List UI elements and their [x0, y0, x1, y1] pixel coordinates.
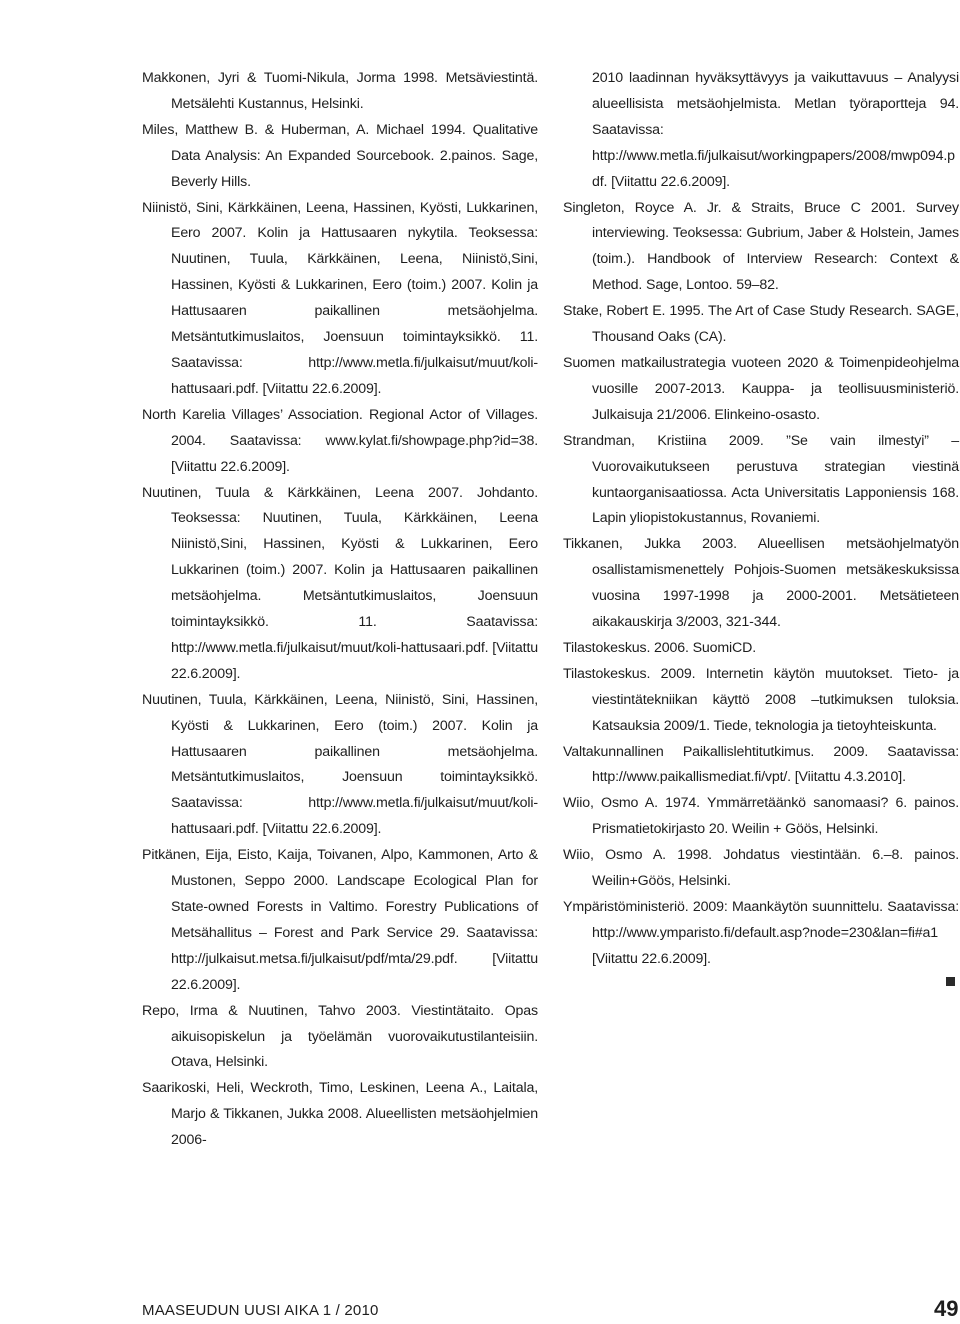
reference-entry: Nuutinen, Tuula, Kärkkäinen, Leena, Niinistö, Sini, Hassinen, Kyösti & Lukkarinen, Eero (toim.) 2007. Kolin ja Hattusaaren paikallinen metsäohjelma. Metsäntutkimuslaitos, Joensuun toimintayksikkö. Saatavissa: http://www.metla.fi/julkaisut/muut/koli-hattusaari.pdf. [Viitattu 22.6.2009]. [142, 691, 538, 838]
reference-entry: Valtakunnallinen Paikallislehtitutkimus. 2009. Saatavissa: http://www.paikallismediat.fi/vpt/. [Viitattu 4.3.2010]. [563, 743, 959, 786]
reference-column-right [563, 66, 959, 973]
reference-entry: Niinistö, Sini, Kärkkäinen, Leena, Hassinen, Kyösti, Lukkarinen, Eero 2007. Kolin ja Hattusaaren nykytila. Teoksessa: Nuutinen, Tuula, Kärkkäinen, Leena, Niinistö,Sini, Hassinen, Kyösti & Lukkarinen, Eero (toim.) 2007. Kolin ja Hattusaaren paikallinen metsäohjelma. Metsäntutkimuslaitos, Joensuun toimintayksikkö. 11. Saatavissa: http://www.metla.fi/julkaisut/muut/koli-hattusaari.pdf. [Viitattu 22.6.2009]. [142, 199, 538, 397]
reference-entry: Pitkänen, Eija, Eisto, Kaija, Toivanen, Alpo, Kammonen, Arto & Mustonen, Seppo 2000. Landscape Ecological Plan for State-owned Forests in Valtimo. Forestry Publications of Metsähallitus – Forest and Park Service 29. Saatavissa: http://julkaisut.metsa.fi/julkaisut/pdf/mta/29.pdf. [Viitattu 22.6.2009]. [142, 847, 538, 993]
reference-entry: Suomen matkailustrategia vuoteen 2020 & Toimenpideohjelma vuosille 2007-2013. Kauppa- ja teollisuusministeriö. Julkaisuja 21/2006. Elinkeino-osasto. [563, 354, 959, 423]
reference-entry: Singleton, Royce A. Jr. & Straits, Bruce C 2001. Survey interviewing. Teoksessa: Gubrium, Jaber & Holstein, James (toim.). Handbook of Interview Research: Context & Method. Sage, Lontoo. 59–82. [563, 199, 959, 294]
reference-entry: Wiio, Osmo A. 1974. Ymmärretäänkö sanomaasi? 6. painos. Prismatietokirjasto 20. Weilin + Göös, Helsinki. [563, 795, 959, 838]
reference-entry: Tikkanen, Jukka 2003. Alueellisen metsäohjelmatyön osallistamismenettely Pohjois-Suomen metsäkeskuksissa vuosina 1997-1998 ja 2000-2001. Metsätieteen aikakauskirja 3/2003, 321-344. [563, 536, 959, 631]
reference-entry: North Karelia Villages’ Association. Regional Actor of Villages. 2004. Saatavissa: www.kylat.fi/showpage.php?id=38. [Viitattu 22.6.2009]. [142, 406, 538, 475]
reference-entry: Nuutinen, Tuula & Kärkkäinen, Leena 2007. Johdanto. Teoksessa: Nuutinen, Tuula, Kärkkäinen, Leena Niinistö,Sini, Hassinen, Kyösti & Lukkarinen, Eero Lukkarinen (toim.) 2007. Kolin ja Hattusaaren paikallinen metsäohjelma. Metsäntutkimuslaitos, Joensuun toimintayksikkö. 11. Saatavissa: http://www.metla.fi/julkaisut/muut/koli-hattusaari.pdf. [Viitattu 22.6.2009]. [142, 484, 538, 682]
reference-entry: Makkonen, Jyri & Tuomi-Nikula, Jorma 1998. Metsäviestintä. Metsälehti Kustannus, Helsinki. [142, 70, 538, 112]
footer-journal-name: MAASEUDUN UUSI AIKA 1 / 2010 [142, 1302, 379, 1319]
reference-column-left [142, 66, 538, 1154]
reference-entry: Strandman, Kristiina 2009. ”Se vain ilmestyi” – Vuorovaikutukseen perustuva strategian viestinä kuntaorganisaatiossa. Acta Universitatis Lapponiensis 168. Lapin yliopistokustannus, Rovaniemi. [563, 432, 959, 527]
reference-entry-continuation: 2010 laadinnan hyväksyttävyys ja vaikuttavuus – Analyysi alueellisista metsäohjelmista. Metlan työraportteja 94. Saatavissa: http://www.metla.fi/julkaisut/workingpapers/2008/mwp094.pdf. [Viitattu 22.6.2009]. [592, 70, 959, 190]
reference-entry: Tilastokeskus. 2006. SuomiCD. [563, 639, 757, 656]
reference-entry: Ympäristöministeriö. 2009: Maankäytön suunnittelu. Saatavissa: http://www.ymparisto.fi/default.asp?node=230&lan=fi#a1 [Viitattu 22.6.2009]. [563, 899, 959, 967]
reference-entry: Wiio, Osmo A. 1998. Johdatus viestintään. 6.–8. painos. Weilin+Göös, Helsinki. [563, 847, 959, 890]
reference-entry: Stake, Robert E. 1995. The Art of Case Study Research. SAGE, Thousand Oaks (CA). [563, 303, 959, 346]
reference-entry: Saarikoski, Heli, Weckroth, Timo, Leskinen, Leena A., Laitala, Marjo & Tikkanen, Jukka 2008. Alueellisten metsäohjelmien 2006- [142, 1080, 538, 1149]
page-number: 49 [934, 1296, 959, 1321]
article-end-square-icon [946, 977, 955, 986]
reference-entry: Repo, Irma & Nuutinen, Tahvo 2003. Viestintätaito. Opas aikuisopiskelun ja työelämän vuorovaikutustilanteisiin. Otava, Helsinki. [142, 1002, 538, 1071]
reference-entry: Tilastokeskus. 2009. Internetin käytön muutokset. Tieto- ja viestintätekniikan käyttö 2008 –tutkimuksen tuloksia. Katsauksia 2009/1. Tiede, teknologia ja tietoyhteiskunta. [563, 665, 959, 734]
reference-entry: Miles, Matthew B. & Huberman, A. Michael 1994. Qualitative Data Analysis: An Expanded Sourcebook. 2.painos. Sage, Beverly Hills. [142, 121, 538, 190]
